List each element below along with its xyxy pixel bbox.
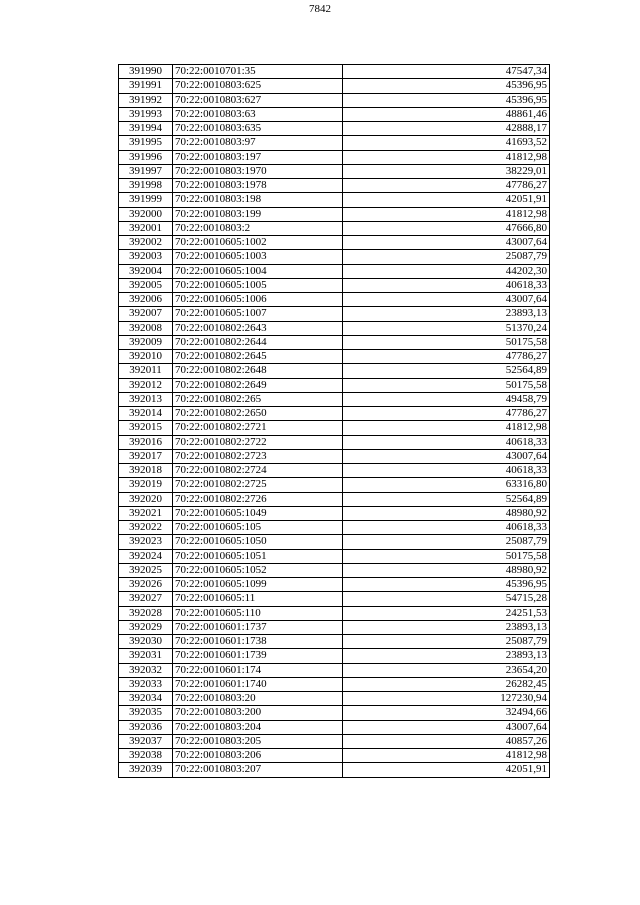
- value-cell: 52564,89: [343, 364, 550, 378]
- value-cell: 45396,95: [343, 93, 550, 107]
- table-row: [119, 250, 550, 264]
- table-row: [119, 734, 550, 748]
- value-cell: 23893,13: [343, 307, 550, 321]
- cadastral-number-cell: 70:22:0010605:1003: [173, 250, 343, 264]
- cadastral-number-cell: 70:22:0010701:35: [173, 65, 343, 79]
- table-row: [119, 563, 550, 577]
- row-id-cell: 392019: [119, 478, 173, 492]
- row-id-cell: 392004: [119, 264, 173, 278]
- cadastral-number-cell: 70:22:0010605:1050: [173, 535, 343, 549]
- row-id-cell: 392016: [119, 435, 173, 449]
- row-id-cell: 392011: [119, 364, 173, 378]
- cadastral-number-cell: 70:22:0010802:2643: [173, 321, 343, 335]
- value-cell: 43007,64: [343, 236, 550, 250]
- value-cell: 24251,53: [343, 606, 550, 620]
- cadastral-number-cell: 70:22:0010803:2: [173, 221, 343, 235]
- page-number: 7842: [309, 3, 331, 15]
- row-id-cell: 392021: [119, 506, 173, 520]
- cadastral-number-cell: 70:22:0010802:2724: [173, 464, 343, 478]
- cadastral-number-cell: 70:22:0010605:1051: [173, 549, 343, 563]
- value-cell: 51370,24: [343, 321, 550, 335]
- table-row: [119, 464, 550, 478]
- table-row: [119, 720, 550, 734]
- row-id-cell: 392037: [119, 734, 173, 748]
- row-id-cell: 391998: [119, 179, 173, 193]
- value-cell: 47786,27: [343, 179, 550, 193]
- cadastral-number-cell: 70:22:0010605:1006: [173, 293, 343, 307]
- row-id-cell: 391990: [119, 65, 173, 79]
- row-id-cell: 391992: [119, 93, 173, 107]
- row-id-cell: 392006: [119, 293, 173, 307]
- cadastral-number-cell: 70:22:0010601:1739: [173, 649, 343, 663]
- row-id-cell: 392012: [119, 378, 173, 392]
- table-row: [119, 179, 550, 193]
- row-id-cell: 391995: [119, 136, 173, 150]
- cadastral-number-cell: 70:22:0010803:20: [173, 692, 343, 706]
- value-cell: 40618,33: [343, 464, 550, 478]
- row-id-cell: 391993: [119, 107, 173, 121]
- row-id-cell: 392029: [119, 620, 173, 634]
- value-cell: 41812,98: [343, 421, 550, 435]
- value-cell: 23893,13: [343, 620, 550, 634]
- value-cell: 50175,58: [343, 549, 550, 563]
- row-id-cell: 392015: [119, 421, 173, 435]
- cadastral-number-cell: 70:22:0010601:1740: [173, 677, 343, 691]
- table-row: [119, 763, 550, 777]
- row-id-cell: 392001: [119, 221, 173, 235]
- value-cell: 50175,58: [343, 378, 550, 392]
- row-id-cell: 392034: [119, 692, 173, 706]
- table-row: [119, 164, 550, 178]
- table-row: [119, 478, 550, 492]
- table-row: [119, 307, 550, 321]
- value-cell: 49458,79: [343, 392, 550, 406]
- table-row: [119, 592, 550, 606]
- value-cell: 47786,27: [343, 350, 550, 364]
- table-row: [119, 749, 550, 763]
- table-row: [119, 620, 550, 634]
- table-row: [119, 663, 550, 677]
- row-id-cell: 392032: [119, 663, 173, 677]
- value-cell: 41693,52: [343, 136, 550, 150]
- cadastral-number-cell: 70:22:0010605:1002: [173, 236, 343, 250]
- row-id-cell: 391996: [119, 150, 173, 164]
- value-cell: 44202,30: [343, 264, 550, 278]
- value-cell: 40618,33: [343, 521, 550, 535]
- row-id-cell: 392003: [119, 250, 173, 264]
- cadastral-number-cell: 70:22:0010802:2644: [173, 335, 343, 349]
- cadastral-number-cell: 70:22:0010802:2650: [173, 407, 343, 421]
- cadastral-number-cell: 70:22:0010601:1737: [173, 620, 343, 634]
- value-cell: 25087,79: [343, 535, 550, 549]
- cadastral-number-cell: 70:22:0010802:2725: [173, 478, 343, 492]
- value-cell: 47547,34: [343, 65, 550, 79]
- row-id-cell: 392020: [119, 492, 173, 506]
- value-cell: 52564,89: [343, 492, 550, 506]
- cadastral-number-cell: 70:22:0010803:197: [173, 150, 343, 164]
- table-row: [119, 107, 550, 121]
- cadastral-number-cell: 70:22:0010802:2726: [173, 492, 343, 506]
- table-row: [119, 364, 550, 378]
- row-id-cell: 392014: [119, 407, 173, 421]
- value-cell: 32494,66: [343, 706, 550, 720]
- row-id-cell: 392027: [119, 592, 173, 606]
- value-cell: 47666,80: [343, 221, 550, 235]
- value-cell: 45396,95: [343, 578, 550, 592]
- table-row: [119, 521, 550, 535]
- row-id-cell: 392031: [119, 649, 173, 663]
- table-row: [119, 421, 550, 435]
- cadastral-number-cell: 70:22:0010803:635: [173, 122, 343, 136]
- cadastral-number-cell: 70:22:0010605:1007: [173, 307, 343, 321]
- row-id-cell: 391991: [119, 79, 173, 93]
- table-row: [119, 207, 550, 221]
- cadastral-number-cell: 70:22:0010803:63: [173, 107, 343, 121]
- cadastral-number-cell: 70:22:0010803:1978: [173, 179, 343, 193]
- row-id-cell: 392009: [119, 335, 173, 349]
- value-cell: 42888,17: [343, 122, 550, 136]
- cadastral-number-cell: 70:22:0010803:206: [173, 749, 343, 763]
- table-row: [119, 293, 550, 307]
- cadastral-number-cell: 70:22:0010802:2723: [173, 449, 343, 463]
- value-cell: 48980,92: [343, 563, 550, 577]
- cadastral-number-cell: 70:22:0010605:110: [173, 606, 343, 620]
- cadastral-number-cell: 70:22:0010605:1052: [173, 563, 343, 577]
- cadastral-number-cell: 70:22:0010802:2645: [173, 350, 343, 364]
- cadastral-number-cell: 70:22:0010605:1005: [173, 278, 343, 292]
- row-id-cell: 392026: [119, 578, 173, 592]
- value-cell: 127230,94: [343, 692, 550, 706]
- data-table: [118, 64, 550, 778]
- table-row: [119, 506, 550, 520]
- table-row: [119, 350, 550, 364]
- table-row: [119, 150, 550, 164]
- value-cell: 43007,64: [343, 449, 550, 463]
- row-id-cell: 392036: [119, 720, 173, 734]
- cadastral-number-cell: 70:22:0010605:1099: [173, 578, 343, 592]
- value-cell: 43007,64: [343, 720, 550, 734]
- cadastral-number-cell: 70:22:0010803:207: [173, 763, 343, 777]
- value-cell: 38229,01: [343, 164, 550, 178]
- cadastral-number-cell: 70:22:0010803:198: [173, 193, 343, 207]
- row-id-cell: 392013: [119, 392, 173, 406]
- row-id-cell: 392000: [119, 207, 173, 221]
- table-row: [119, 407, 550, 421]
- table-row: [119, 65, 550, 79]
- row-id-cell: 392022: [119, 521, 173, 535]
- value-cell: 63316,80: [343, 478, 550, 492]
- row-id-cell: 392025: [119, 563, 173, 577]
- table-row: [119, 136, 550, 150]
- cadastral-number-cell: 70:22:0010803:625: [173, 79, 343, 93]
- row-id-cell: 392018: [119, 464, 173, 478]
- table-row: [119, 706, 550, 720]
- cadastral-number-cell: 70:22:0010802:2722: [173, 435, 343, 449]
- cadastral-number-cell: 70:22:0010802:2649: [173, 378, 343, 392]
- cadastral-number-cell: 70:22:0010802:2721: [173, 421, 343, 435]
- row-id-cell: 392030: [119, 635, 173, 649]
- table-row: [119, 606, 550, 620]
- value-cell: 40618,33: [343, 435, 550, 449]
- row-id-cell: 391999: [119, 193, 173, 207]
- value-cell: 41812,98: [343, 150, 550, 164]
- table-row: [119, 93, 550, 107]
- value-cell: 45396,95: [343, 79, 550, 93]
- table-row: [119, 578, 550, 592]
- row-id-cell: 392008: [119, 321, 173, 335]
- cadastral-number-cell: 70:22:0010601:174: [173, 663, 343, 677]
- table-row: [119, 635, 550, 649]
- row-id-cell: 392005: [119, 278, 173, 292]
- row-id-cell: 392024: [119, 549, 173, 563]
- cadastral-number-cell: 70:22:0010803:204: [173, 720, 343, 734]
- value-cell: 40618,33: [343, 278, 550, 292]
- value-cell: 23893,13: [343, 649, 550, 663]
- value-cell: 48980,92: [343, 506, 550, 520]
- table-row: [119, 335, 550, 349]
- cadastral-number-cell: 70:22:0010803:200: [173, 706, 343, 720]
- table-row: [119, 193, 550, 207]
- cadastral-number-cell: 70:22:0010803:97: [173, 136, 343, 150]
- table-row: [119, 692, 550, 706]
- value-cell: 40857,26: [343, 734, 550, 748]
- cadastral-number-cell: 70:22:0010605:105: [173, 521, 343, 535]
- table-row: [119, 321, 550, 335]
- table-row: [119, 449, 550, 463]
- cadastral-number-cell: 70:22:0010803:205: [173, 734, 343, 748]
- row-id-cell: 391994: [119, 122, 173, 136]
- cadastral-number-cell: 70:22:0010803:627: [173, 93, 343, 107]
- cadastral-number-cell: 70:22:0010802:265: [173, 392, 343, 406]
- table-row: [119, 677, 550, 691]
- cadastral-number-cell: 70:22:0010802:2648: [173, 364, 343, 378]
- row-id-cell: 392010: [119, 350, 173, 364]
- table-row: [119, 221, 550, 235]
- row-id-cell: 392039: [119, 763, 173, 777]
- row-id-cell: 391997: [119, 164, 173, 178]
- row-id-cell: 392002: [119, 236, 173, 250]
- row-id-cell: 392007: [119, 307, 173, 321]
- value-cell: 41812,98: [343, 207, 550, 221]
- table-row: [119, 435, 550, 449]
- table-row: [119, 236, 550, 250]
- table-row: [119, 278, 550, 292]
- row-id-cell: 392023: [119, 535, 173, 549]
- table-row: [119, 535, 550, 549]
- cadastral-number-cell: 70:22:0010605:11: [173, 592, 343, 606]
- table-row: [119, 264, 550, 278]
- cadastral-number-cell: 70:22:0010803:199: [173, 207, 343, 221]
- table-body: [119, 65, 550, 778]
- value-cell: 54715,28: [343, 592, 550, 606]
- cadastral-number-cell: 70:22:0010605:1049: [173, 506, 343, 520]
- row-id-cell: 392033: [119, 677, 173, 691]
- value-cell: 48861,46: [343, 107, 550, 121]
- row-id-cell: 392028: [119, 606, 173, 620]
- table-row: [119, 392, 550, 406]
- row-id-cell: 392038: [119, 749, 173, 763]
- table-row: [119, 492, 550, 506]
- value-cell: 23654,20: [343, 663, 550, 677]
- value-cell: 26282,45: [343, 677, 550, 691]
- row-id-cell: 392017: [119, 449, 173, 463]
- value-cell: 25087,79: [343, 250, 550, 264]
- value-cell: 50175,58: [343, 335, 550, 349]
- cadastral-number-cell: 70:22:0010605:1004: [173, 264, 343, 278]
- value-cell: 42051,91: [343, 193, 550, 207]
- value-cell: 42051,91: [343, 763, 550, 777]
- table-row: [119, 378, 550, 392]
- value-cell: 25087,79: [343, 635, 550, 649]
- value-cell: 41812,98: [343, 749, 550, 763]
- value-cell: 47786,27: [343, 407, 550, 421]
- table-row: [119, 649, 550, 663]
- table-row: [119, 79, 550, 93]
- table-row: [119, 122, 550, 136]
- cadastral-number-cell: 70:22:0010601:1738: [173, 635, 343, 649]
- table-row: [119, 549, 550, 563]
- cadastral-number-cell: 70:22:0010803:1970: [173, 164, 343, 178]
- value-cell: 43007,64: [343, 293, 550, 307]
- row-id-cell: 392035: [119, 706, 173, 720]
